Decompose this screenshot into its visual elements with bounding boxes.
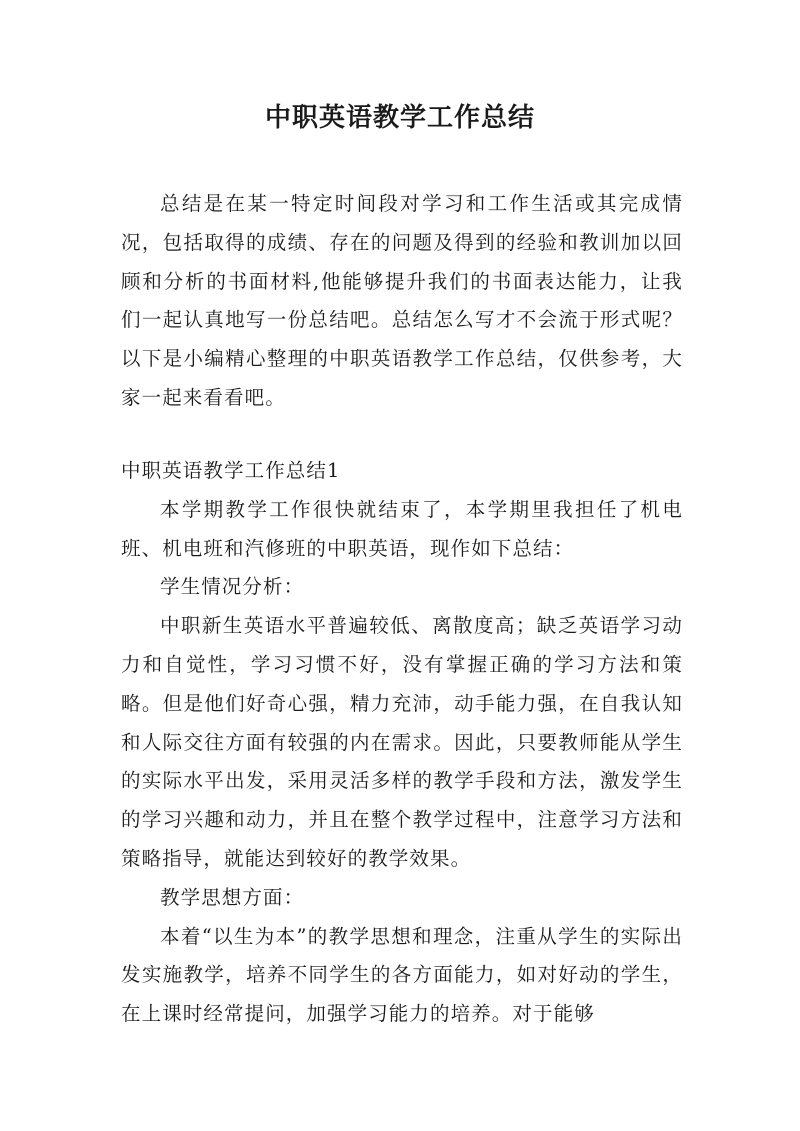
- page-title: 中职英语教学工作总结: [264, 103, 535, 133]
- section-paragraph: 中职新生英语水平普遍较低、离散度高；缺乏英语学习动力和自觉性，学习习惯不好，没有掌握正确的学习方法和策略。但是他们好奇心强，精力充沛，动手能力强，在自我认知和人际交往方面有较强的内在需求。因此，只要教师能从学生的实际水平出发，采用灵活多样的教学手段和方法，激发学生的学习兴趣和动力，并且在整个教学过程中，注意学习方法和策略指导，就能达到较好的教学效果。: [121, 614, 683, 870]
- section-1: [121, 452, 683, 1034]
- section-paragraph: 本学期教学工作很快就结束了，本学期里我担任了机电班、机电班和汽修班的中职英语，现作如下总结：: [121, 497, 683, 560]
- intro-paragraph: 总结是在某一特定时间段对学习和工作生活或其完成情况，包括取得的成绩、存在的问题及得到的经验和教训加以回顾和分析的书面材料,他能够提升我们的书面表达能力，让我们一起认真地写一份总结吧。总结怎么写才不会流于形式呢？以下是小编精心整理的中职英语教学工作总结，仅供参考，大家一起来看看吧。: [121, 192, 683, 409]
- subheading-student-analysis: 学生情况分析：: [160, 575, 305, 599]
- section-heading: 中职英语教学工作总结1: [121, 459, 341, 482]
- section-paragraph: 本着“以生为本”的教学思想和理念，注重从学生的实际出发实施教学，培养不同学生的各方面能力，如对好动的学生，在上课时经常提问，加强学习能力的培养。对于能够: [121, 924, 683, 1026]
- subheading-teaching-philosophy: 教学思想方面：: [160, 885, 305, 909]
- intro-block: [121, 185, 683, 418]
